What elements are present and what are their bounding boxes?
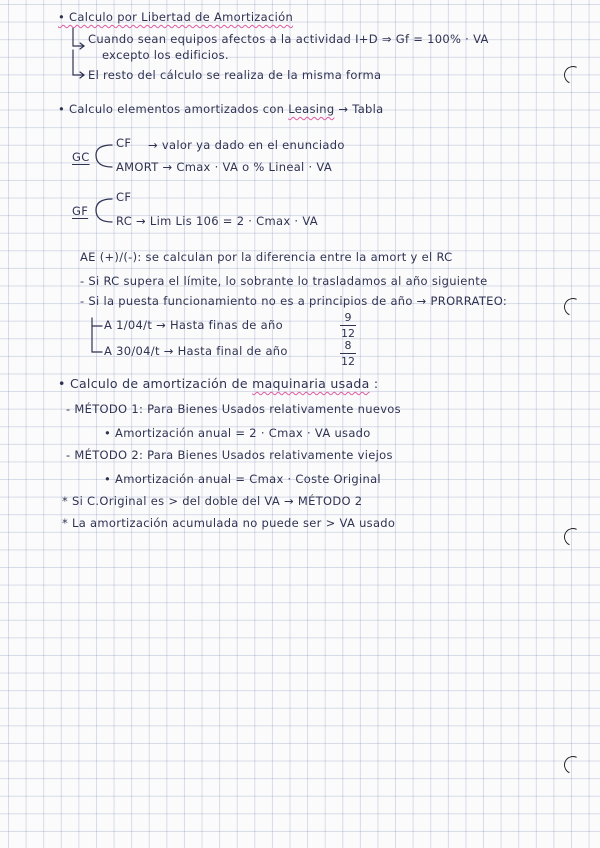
line-amort: AMORT → Cmax · VA o % Lineal · VA (116, 160, 333, 174)
line-rc: RC → Lim Lis 106 = 2 · Cmax · VA (116, 214, 318, 228)
note-amort-acumulada: * La amortización acumulada no puede ser > VA usado (62, 516, 396, 530)
line-cf-1: CF (116, 136, 132, 150)
line-metodo-2-formula: • Amortización anual = Cmax · Coste Original (104, 472, 381, 486)
line-metodo-1-formula: • Amortización anual = 2 · Cmax · VA usado (104, 426, 371, 440)
line-ae: AE (+)/(-): se calculan por la diferencia entre la amort y el RC (80, 250, 453, 264)
label-gf: GF (72, 204, 89, 218)
line-equipos-id: Cuando sean equipos afectos a la actividad I+D ⇒ Gf = 100% · VA (88, 32, 489, 46)
line-si-rc: - Si RC supera el límite, lo sobrante lo trasladamos al año siguiente (80, 274, 488, 288)
line-metodo-1: - MÉTODO 1: Para Bienes Usados relativamente nuevos (66, 402, 401, 416)
fraction-9-12: $\frac{9}{12}$ (341, 311, 355, 340)
note-coste-original: * Si C.Original es > del doble del VA → MÉTODO 2 (62, 494, 363, 508)
line-a-1-04: A 1/04/t → Hasta finas de año (104, 318, 283, 332)
line-metodo-2: - MÉTODO 2: Para Bienes Usados relativamente viejos (66, 448, 393, 462)
line-resto: El resto del cálculo se realiza de la misma forma (88, 68, 382, 82)
line-a-30-04: A 30/04/t → Hasta final de año (104, 344, 288, 358)
line-cf-valor: → valor ya dado en el enunciado (148, 138, 345, 152)
heading-libertad: • Calculo por Libertad de Amortización (58, 10, 294, 24)
heading-leasing: • Calculo elementos amortizados con Leasing → Tabla (58, 102, 384, 116)
label-gc: GC (72, 150, 90, 164)
heading-maquinaria-usada: • Calculo de amortización de maquinaria usada : (58, 376, 379, 391)
line-excepto: excepto los edificios. (102, 48, 229, 62)
fraction-8-12: $\frac{8}{12}$ (341, 339, 355, 368)
line-cf-2: CF (116, 190, 132, 204)
line-si-puesta: - Si la puesta funcionamiento no es a principios de año → PRORRATEO: (80, 294, 508, 308)
